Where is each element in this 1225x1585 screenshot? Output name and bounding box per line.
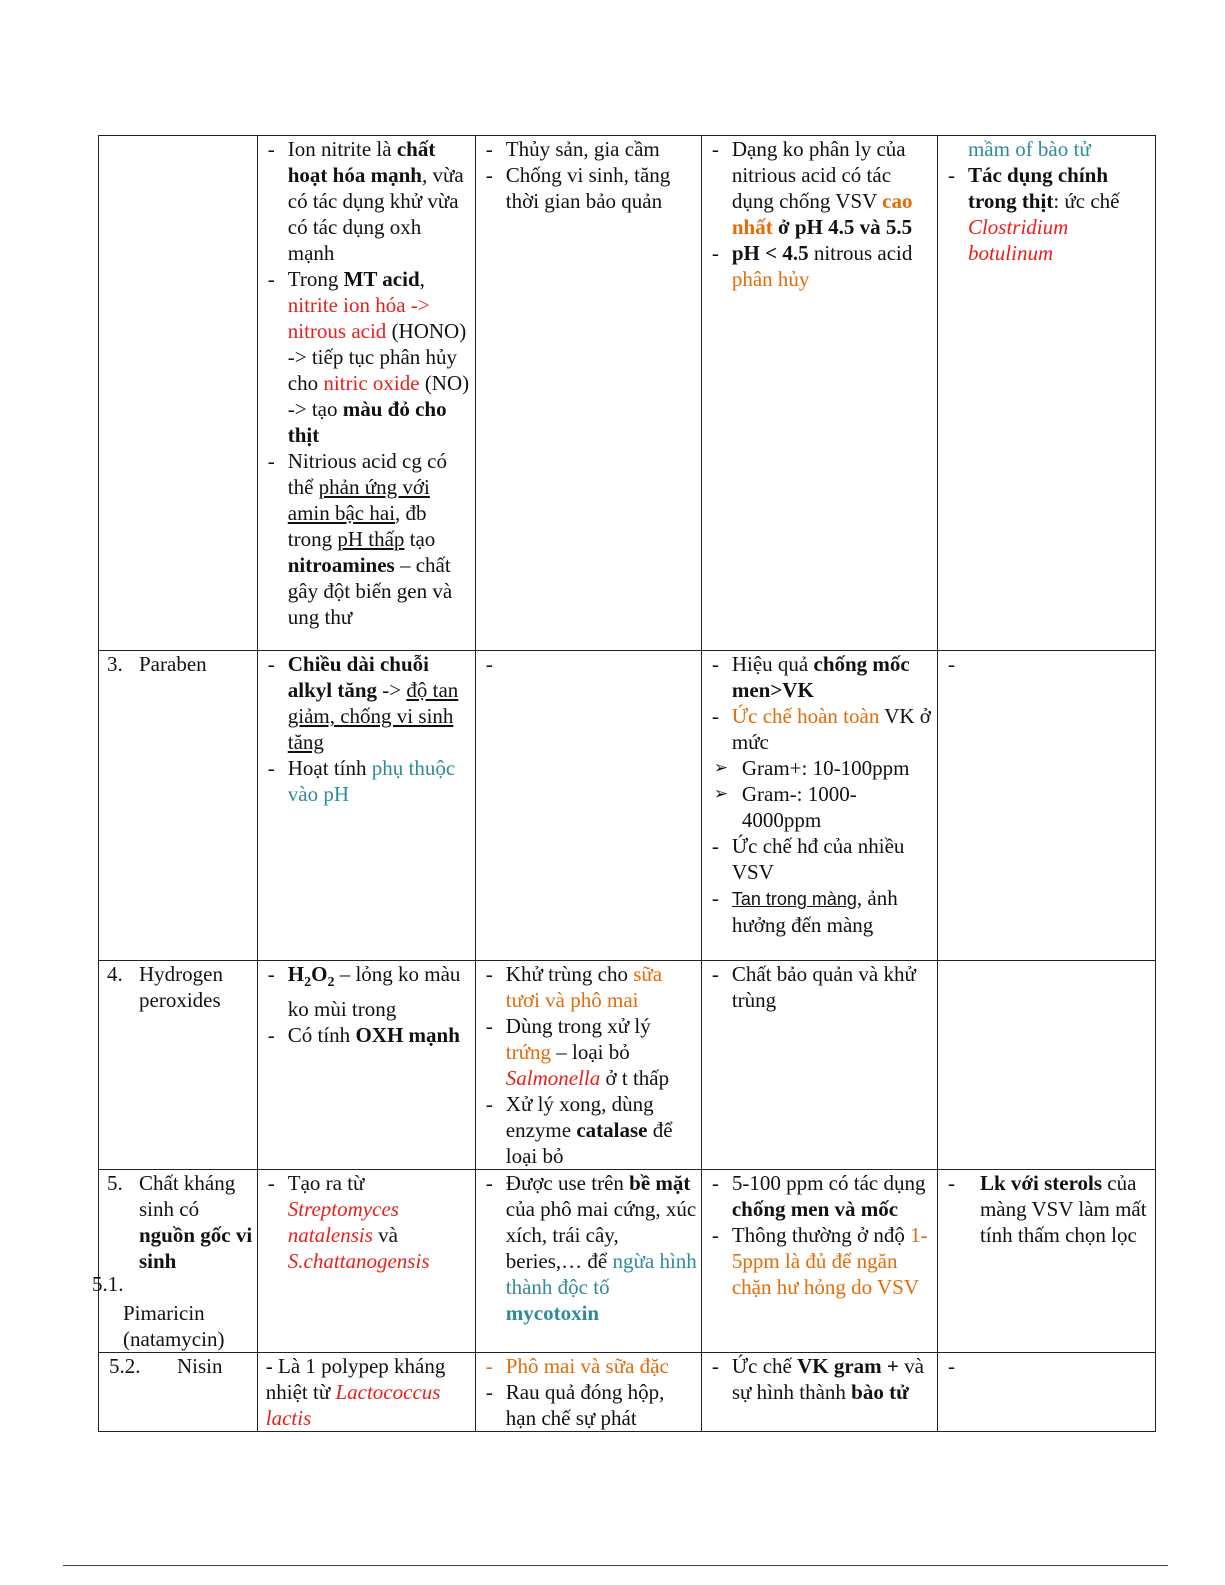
cell-name: 5. Chất kháng sinh có nguồn gốc vi sinh Pimaricin (natamycin) [99,1170,258,1353]
cell-applications [475,1170,701,1353]
cell-effects [701,961,937,1170]
cell-name: 5.2. Nisin [99,1353,258,1432]
list-item: - $H_2O_2$ – lỏng ko màu ko mùi trong [266,961,471,1022]
table-row-paraben [99,651,1156,961]
cell-applications [475,651,701,961]
cell-applications [475,136,701,651]
cell-name: 4. Hydrogen peroxides [99,961,258,1170]
cell-name: 3. Paraben [99,651,258,961]
cell-effects [701,651,937,961]
table-row-hydrogen-peroxides [99,961,1156,1170]
continued-text: mầm of bào tử [967,137,1091,161]
cell-applications [475,1353,701,1432]
row-title: Chất kháng sinh có nguồn gốc vi sinh [139,1171,253,1273]
list-item: - Chống vi sinh, tăng thời gian bảo quản [484,162,697,214]
cell-mechanism [937,1353,1155,1432]
cell-applications [475,961,701,1170]
sub-list-item: ➢ Gram-: 1000-4000ppm [714,781,933,833]
list-item: - Dạng ko phân ly của nitrious acid có tác dụng chống VSV cao nhất ở pH 4.5 và 5.5 [710,136,933,240]
preservatives-table [98,135,1156,1432]
page-bottom-divider [63,1565,1168,1566]
list-item: - Chất bảo quản và khử trùng [710,961,933,1013]
table-row-pimaricin [99,1170,1156,1353]
list-item: - Hoạt tính phụ thuộc vào pH [266,755,471,807]
cell-mechanism [937,1170,1155,1353]
list-item: - Ức chế hoàn toàn VK ở mức [710,703,933,755]
list-item: - Tan trong màng, ảnh hưởng đến màng [710,885,933,938]
list-item: - Có tính OXH mạnh [266,1022,471,1048]
cell-mechanism [937,961,1155,1170]
cell-name [99,136,258,651]
cell-mechanism [937,651,1155,961]
cell-effects [701,1170,937,1353]
row-title: Hydrogen peroxides [139,962,223,1012]
list-item: - Trong MT acid, nitrite ion hóa -> nitrous acid (HONO) -> tiếp tục phân hủy cho nitric oxide (NO) -> tạo màu đỏ cho thịt [266,266,471,448]
list-item: - Phô mai và sữa đặc [484,1353,697,1379]
cell-properties [257,961,475,1170]
list-item: - Lk với sterols của màng VSV làm mất tính thấm chọn lọc [946,1170,1151,1248]
sub-row-title: Pimaricin (natamycin) [123,1301,225,1351]
table-row-nisin [99,1353,1156,1432]
cell-properties [257,136,475,651]
sub-list-item: ➢ Gram+: 10-100ppm [714,755,933,781]
row-title: Paraben [139,652,207,676]
list-item: - Được use trên bề mặt của phô mai cứng, xúc xích, trái cây, beries,… để ngừa hình thành độc tố mycotoxin [484,1170,697,1326]
list-item: - Ức chế hđ của nhiều VSV [710,833,933,885]
cell-properties [257,651,475,961]
list-item: - Thông thường ở nđộ 1-5ppm là đủ để ngăn chặn hư hỏng do VSV [710,1222,933,1300]
list-item: - Chiều dài chuỗi alkyl tăng -> độ tan giảm, chống vi sinh tăng [266,651,471,755]
list-item: - Tác dụng chính trong thịt: ức chế Clostridium botulinum [946,162,1151,266]
cell-properties: - Là 1 polypep kháng nhiệt từ Lactococcus lactis [257,1353,475,1432]
table-row-nitrite [99,136,1156,651]
list-item: - 5-100 ppm có tác dụng chống men và mốc [710,1170,933,1222]
list-item: - Nitrious acid cg có thể phản ứng với amin bậc hai, đb trong pH thấp tạo nitroamines – chất gây đột biến gen và ung thư [266,448,471,630]
cell-mechanism [937,136,1155,651]
cell-effects [701,1353,937,1432]
cell-properties [257,1170,475,1353]
cell-effects [701,136,937,651]
list-item: - Ức chế VK gram + và sự hình thành bào tử [710,1353,933,1405]
list-item: - Khử trùng cho sữa tươi và phô mai [484,961,697,1013]
row-title: Nisin [177,1354,223,1378]
list-item: - Rau quả đóng hộp, hạn chế sự phát [484,1379,697,1431]
list-item: - Thủy sản, gia cầm [484,136,697,162]
list-item: - Hiệu quả chống mốc men>VK [710,651,933,703]
list-item: - Tạo ra từ Streptomyces natalensis và S.chattanogensis [266,1170,471,1274]
sub-section-number: 5.1. [92,1272,124,1296]
list-item: - Dùng trong xử lý trứng – loại bỏ Salmonella ở t thấp [484,1013,697,1091]
list-item: - Ion nitrite là chất hoạt hóa mạnh, vừa có tác dụng khử vừa có tác dụng oxh mạnh [266,136,471,266]
properties-list [266,136,471,630]
list-item: - pH < 4.5 nitrous acid phân hủy [710,240,933,292]
list-item: - Xử lý xong, dùng enzyme catalase để loại bỏ [484,1091,697,1169]
